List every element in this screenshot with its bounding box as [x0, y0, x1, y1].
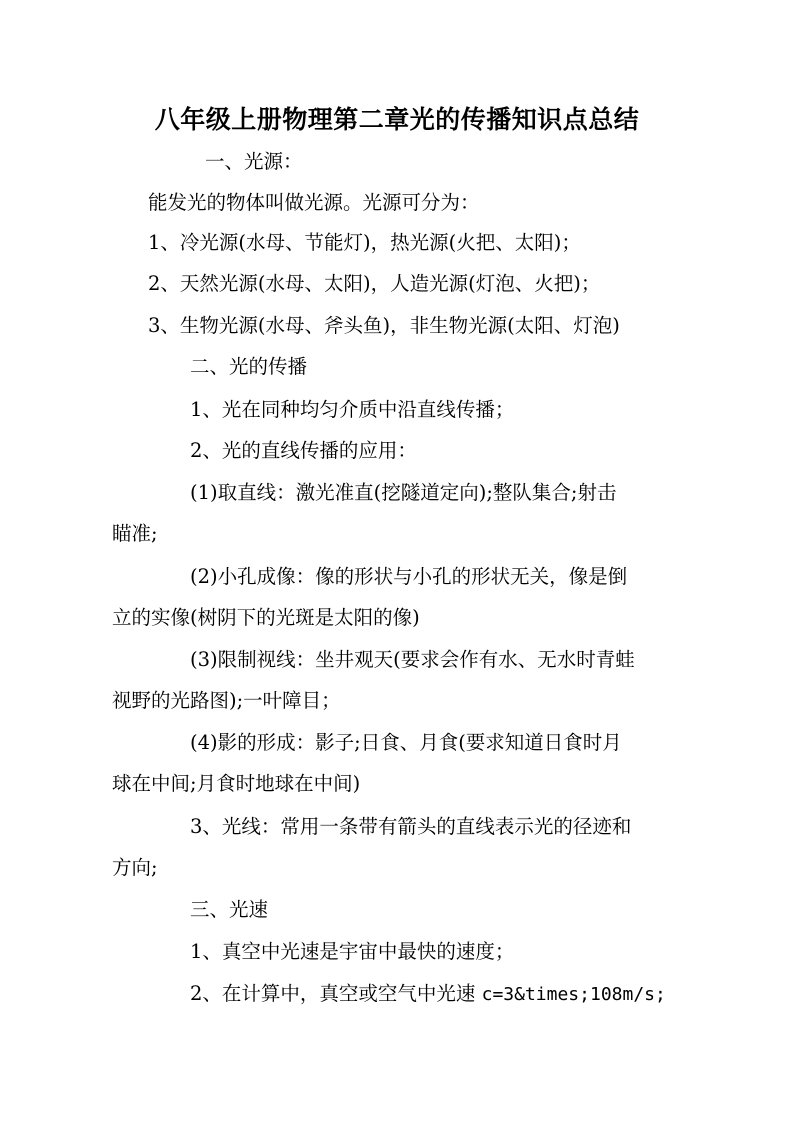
app-line-2b: 立的实像(树阴下的光斑是太阳的像) — [112, 606, 420, 629]
list-item-cold-hot-source: 1、冷光源(水母、节能灯)，热光源(火把、太阳)； — [148, 231, 581, 254]
section-heading-light-propagation: 二、光的传播 — [190, 355, 308, 378]
list-item-biological-source: 3、生物光源(水母、斧头鱼)，非生物光源(太阳、灯泡) — [148, 314, 620, 337]
list-item-light-ray-b: 方向; — [112, 856, 158, 879]
app-line-1a: (1)取直线：激光准直(挖隧道定向);整队集合;射击 — [190, 481, 617, 504]
list-item-applications: 2、光的直线传播的应用： — [190, 439, 417, 462]
app-line-2a: (2)小孔成像：像的形状与小孔的形状无关，像是倒 — [190, 565, 628, 588]
section-heading-light-source: 一、光源： — [205, 150, 303, 173]
section-heading-light-speed: 三、光速 — [190, 898, 269, 921]
app-line-4a: (4)影的形成：影子;日食、月食(要求知道日食时月 — [190, 731, 622, 754]
app-line-3b: 视野的光路图);一叶障目； — [112, 689, 341, 712]
document-title: 八年级上册物理第二章光的传播知识点总结 — [154, 105, 640, 134]
list-item-fastest-speed: 1、真空中光速是宇宙中最快的速度； — [190, 940, 515, 963]
speed-value-formula: c=3&times;108m/s; — [481, 984, 666, 1005]
list-item-speed-value — [190, 982, 666, 1007]
list-item-light-ray-a: 3、光线：常用一条带有箭头的直线表示光的径迹和 — [190, 815, 632, 838]
list-item-straight-line: 1、光在同种均匀介质中沿直线传播； — [190, 398, 515, 421]
app-line-3a: (3)限制视线：坐井观天(要求会作有水、无水时青蛙 — [190, 648, 635, 671]
app-line-4b: 球在中间;月食时地球在中间) — [112, 772, 361, 795]
list-item-natural-artificial-source: 2、天然光源(水母、太阳)，人造光源(灯泡、火把)； — [148, 272, 601, 295]
paragraph-light-source-intro: 能发光的物体叫做光源。光源可分为： — [148, 191, 480, 214]
app-line-1b: 瞄准; — [112, 522, 158, 545]
speed-value-prefix: 2、在计算中，真空或空气中光速 — [190, 982, 482, 1005]
